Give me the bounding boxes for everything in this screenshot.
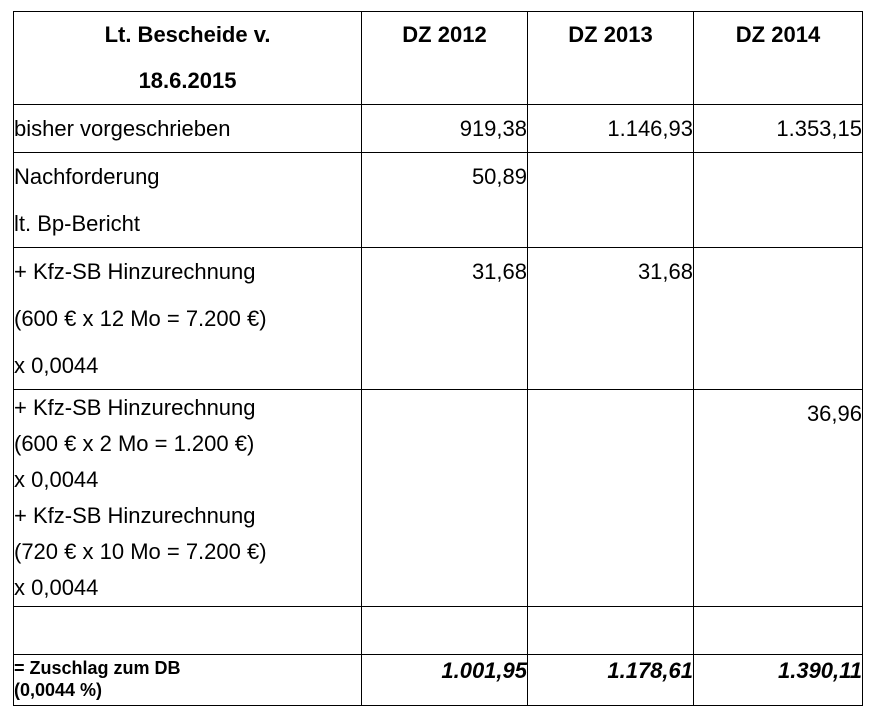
- header-row: [14, 12, 863, 105]
- value-cell: 36,96: [694, 390, 863, 607]
- header-label-line: 18.6.2015: [138, 68, 237, 93]
- row-label-line: (720 € x 10 Mo = 7.200 €): [14, 539, 267, 564]
- value-cell: [528, 607, 694, 655]
- total-value-dz2014: 1.390,11: [694, 655, 863, 706]
- row-label-line: x 0,0044: [14, 575, 99, 600]
- total-label: [14, 655, 362, 706]
- table-row: [14, 390, 863, 607]
- row-label-line: x 0,0044: [14, 467, 99, 492]
- row-label-line: + Kfz-SB Hinzurechnung: [14, 503, 256, 528]
- value-cell: [694, 607, 863, 655]
- table-row: [14, 153, 863, 248]
- total-row: [14, 655, 863, 706]
- row-label: [14, 105, 362, 153]
- total-value-dz2012: 1.001,95: [362, 655, 528, 706]
- value-cell: [362, 390, 528, 607]
- header-col-dz2013: DZ 2013: [528, 12, 694, 105]
- row-label: [14, 248, 362, 390]
- value-cell: 1.146,93: [528, 105, 694, 153]
- row-label-line: + Kfz-SB Hinzurechnung: [14, 259, 256, 284]
- header-label-line: Lt. Bescheide v.: [104, 22, 271, 47]
- table-row: [14, 607, 863, 655]
- header-label-cell: [14, 12, 362, 105]
- row-label: [14, 390, 362, 607]
- value-cell: [362, 607, 528, 655]
- tax-assessment-table: [13, 11, 863, 706]
- row-label-line: lt. Bp-Bericht: [14, 211, 140, 236]
- value-cell: 31,68: [362, 248, 528, 390]
- value-cell: 31,68: [528, 248, 694, 390]
- row-label-line: (600 € x 12 Mo = 7.200 €): [14, 306, 267, 331]
- value-cell: [694, 248, 863, 390]
- value-cell: 50,89: [362, 153, 528, 248]
- value-cell: [528, 153, 694, 248]
- value-cell: 1.353,15: [694, 105, 863, 153]
- total-value-dz2013: 1.178,61: [528, 655, 694, 706]
- row-label: [14, 607, 362, 655]
- header-col-dz2014: DZ 2014: [694, 12, 863, 105]
- table-row: [14, 248, 863, 390]
- row-label-line: Nachforderung: [14, 164, 160, 189]
- row-label-line: (600 € x 2 Mo = 1.200 €): [14, 431, 255, 456]
- value-cell: 919,38: [362, 105, 528, 153]
- table-row: [14, 105, 863, 153]
- value-cell: [694, 153, 863, 248]
- total-label-line: (0,0044 %): [14, 680, 103, 700]
- row-label-line: + Kfz-SB Hinzurechnung: [14, 395, 256, 420]
- row-label-line: x 0,0044: [14, 353, 99, 378]
- row-label-line: bisher vorgeschrieben: [14, 116, 231, 141]
- header-col-dz2012: DZ 2012: [362, 12, 528, 105]
- row-label: [14, 153, 362, 248]
- total-label-line: = Zuschlag zum DB: [14, 658, 181, 678]
- value-cell: [528, 390, 694, 607]
